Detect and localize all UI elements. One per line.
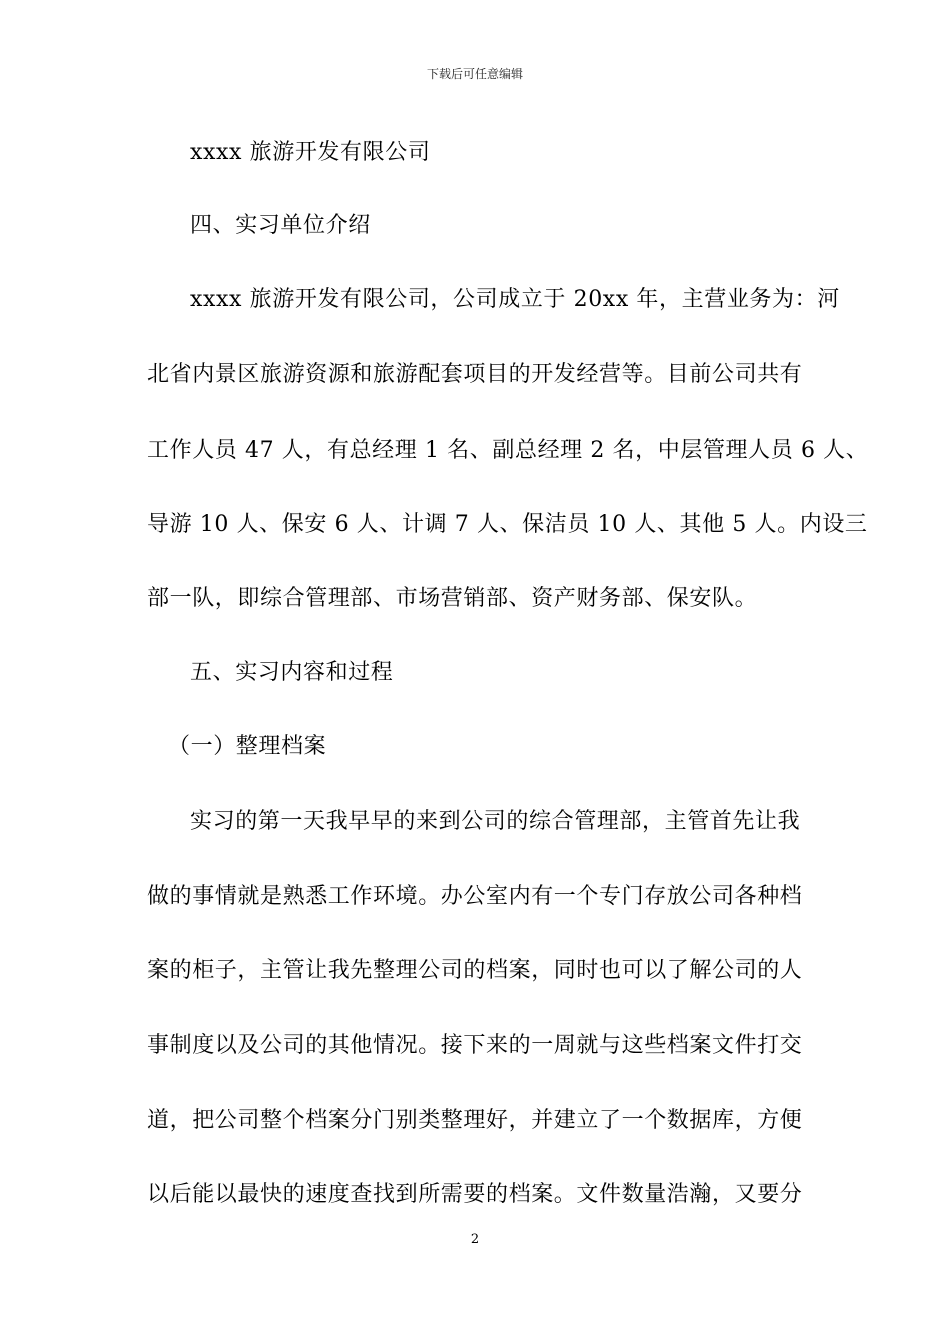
body-line-4: 事制度以及公司的其他情况。接下来的一周就与这些档案文件打交	[147, 1033, 803, 1058]
page-number: 2	[470, 1232, 480, 1247]
body-line-5: 道，把公司整个档案分门别类整理好，并建立了一个数据库，方便	[147, 1108, 803, 1133]
intro-line-4: 导游 10 人、保安 6 人、计调 7 人、保洁员 10 人、其他 5 人。内设三	[147, 512, 868, 537]
intro-line-2: 北省内景区旅游资源和旅游配套项目的开发经营等。目前公司共有	[147, 362, 803, 387]
body-line-2: 做的事情就是熟悉工作环境。办公室内有一个专门存放公司各种档	[147, 884, 803, 909]
subsection-heading-1: （一）整理档案	[168, 734, 327, 759]
intro-line-5: 部一队，即综合管理部、市场营销部、资产财务部、保安队。	[147, 586, 758, 611]
intro-line-1: xxxx 旅游开发有限公司，公司成立于 20xx 年，主营业务为：河	[190, 287, 840, 312]
company-name-line: xxxx 旅游开发有限公司	[190, 140, 431, 165]
intro-line-3: 工作人员 47 人，有总经理 1 名、副总经理 2 名，中层管理人员 6 人、	[147, 438, 869, 463]
section-heading-5: 五、实习内容和过程	[190, 660, 394, 685]
page-header-note: 下载后可任意编辑	[426, 67, 523, 81]
section-heading-4: 四、实习单位介绍	[190, 213, 371, 238]
body-line-3: 案的柜子，主管让我先整理公司的档案，同时也可以了解公司的人	[147, 958, 803, 983]
body-line-6: 以后能以最快的速度查找到所需要的档案。文件数量浩瀚，又要分	[147, 1182, 803, 1207]
body-line-1: 实习的第一天我早早的来到公司的综合管理部，主管首先让我	[190, 809, 801, 834]
